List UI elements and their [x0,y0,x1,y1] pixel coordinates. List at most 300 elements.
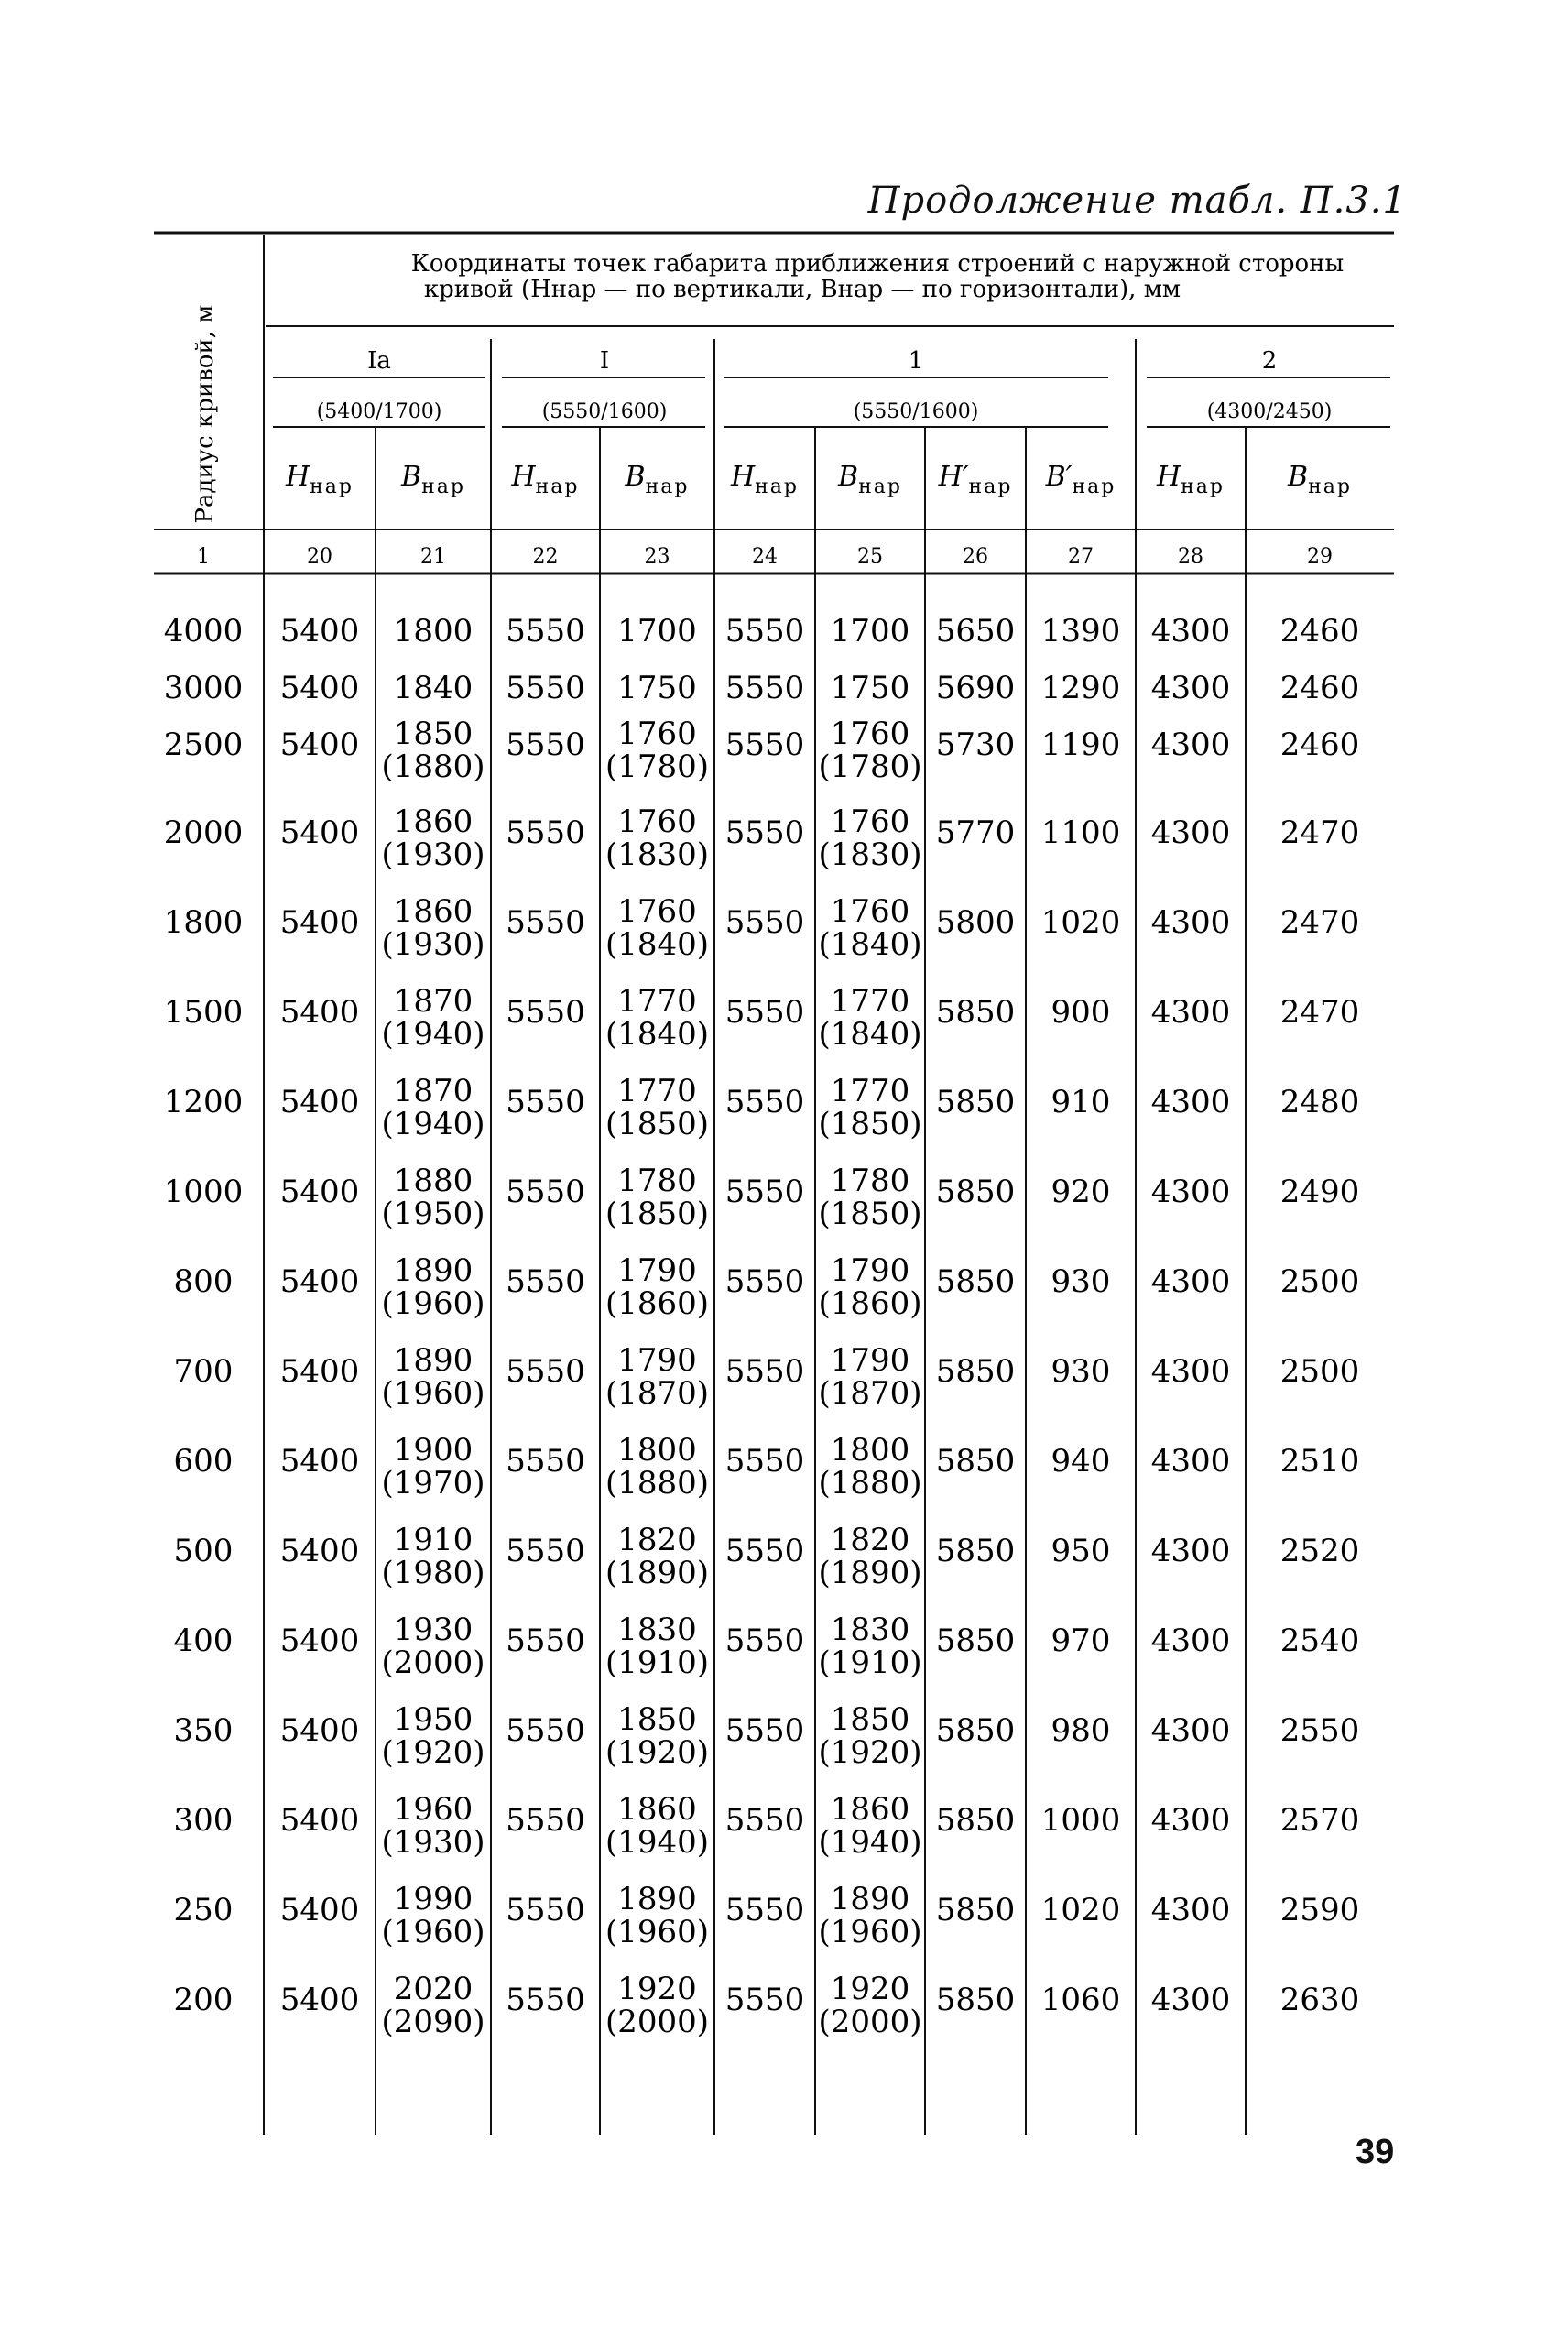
cell-value: 1850 [617,1701,697,1738]
group-label: 1 [908,347,924,375]
cell-value-alt: (1930) [381,926,485,963]
table-cell: 5550 [724,994,805,1031]
cell-value-alt: (1840) [818,1016,922,1053]
table-cell: 1190 [1040,727,1121,763]
cell-value-alt: (1920) [604,1734,710,1771]
table-cell: 5550 [724,1263,805,1300]
table-cell: 1000 [1040,1802,1121,1839]
table-cell-stacked [818,716,921,785]
table-cell: 5550 [506,1533,585,1569]
cell-value: 1860 [617,1791,697,1828]
table-cell: 4000 [163,613,244,650]
table-cell: 800 [173,1263,234,1300]
cell-value-alt: (1880) [381,748,485,785]
column-symbol [837,461,902,498]
table-cell: 970 [1051,1622,1111,1659]
table-cell: 4300 [1150,1982,1231,2018]
column-symbol-letter: B [625,461,646,493]
table-cell-stacked [818,1971,921,2040]
table-cell-stacked [605,716,709,785]
cell-value: 1890 [393,1252,474,1289]
column-number: 21 [420,545,446,568]
cell-value: 1790 [617,1252,697,1289]
table-cell: 5770 [935,814,1016,851]
table-cell: 4300 [1150,1712,1231,1749]
table-cell: 5550 [724,670,805,706]
cell-value-alt: (2000) [818,2004,922,2040]
table-cell: 5400 [279,994,360,1031]
table-cell: 5550 [724,1712,805,1749]
radius-column-label: Радиус кривой, м [191,304,219,524]
column-symbol-letter: B′ [1045,461,1073,493]
column-symbol-letter: H′ [938,461,969,493]
table-cell: 4300 [1150,727,1231,763]
column-number: 1 [197,545,210,568]
group-subtitle: (5550/1600) [853,400,979,423]
column-number: 27 [1068,545,1094,568]
table-cell-stacked [381,1881,485,1950]
column-symbol-subscript: нар [1181,475,1225,498]
cell-value: 1760 [617,893,697,930]
table-cell: 1500 [163,994,244,1031]
column-number: 28 [1178,545,1203,568]
column-symbol-subscript: нар [755,475,800,498]
column-symbol [730,461,799,498]
table-cell: 1700 [830,613,910,650]
group-title-line2: кривой (Hнар — по вертикали, Bнар — по горизонтали), мм [423,276,1181,303]
column-symbol [938,461,1013,498]
table-cell-stacked [381,1701,485,1771]
table-cell: 5400 [279,814,360,851]
column-symbol-subscript: нар [968,475,1013,498]
table-cell-stacked [605,1791,709,1861]
table-cell: 600 [173,1443,234,1480]
table-cell-stacked [381,1163,485,1232]
table-cell: 700 [173,1353,234,1390]
table-cell: 4300 [1150,1263,1231,1300]
cell-value-alt: (1970) [381,1465,485,1502]
table-cell: 4300 [1150,1084,1231,1120]
group-label: Ia [367,347,391,375]
table-cell: 5550 [506,1622,585,1659]
column-symbol-letter: H [730,461,756,493]
table-cell: 5550 [724,613,805,650]
cell-value-alt: (1920) [818,1734,922,1771]
column-symbol [625,461,690,498]
table-cell: 5550 [724,727,805,763]
table-cell: 5550 [506,994,585,1031]
table-row [164,893,1360,963]
table-cell: 4300 [1150,613,1231,650]
table-cell: 5550 [506,670,585,706]
table-cell: 250 [173,1892,234,1928]
table-cell: 5550 [506,1174,585,1210]
cell-value: 1760 [830,803,910,840]
table-cell: 2490 [1279,1174,1360,1210]
table-caption: Продолжение табл. П.3.1 [867,180,1407,222]
table-cell: 5400 [279,1263,360,1300]
table-cell: 2630 [1279,1982,1360,2018]
cell-value-alt: (1960) [381,1375,485,1412]
table-cell-stacked [605,1163,709,1232]
group-label: I [599,347,610,375]
cell-value: 1790 [617,1342,697,1379]
table-cell-stacked [605,1881,709,1950]
table-cell: 1750 [617,670,697,706]
table-cell: 5550 [724,1892,805,1928]
table-cell-stacked [818,803,921,873]
table-cell-stacked [381,716,485,785]
cell-value: 1770 [617,1073,697,1109]
table-cell: 4300 [1150,1622,1231,1659]
column-symbol-letter: H [511,461,536,493]
table-cell: 1100 [1040,814,1121,851]
table-cell: 2520 [1279,1533,1360,1569]
cell-value: 1990 [393,1881,474,1917]
cell-value-alt: (1830) [604,836,710,873]
cell-value-alt: (1830) [818,836,922,873]
table-cell: 2470 [1279,994,1360,1031]
table-cell-stacked [818,1073,921,1142]
table-cell: 4300 [1150,1443,1231,1480]
table-cell: 2460 [1279,670,1360,706]
table-cell: 5550 [724,1533,805,1569]
table-cell: 2000 [163,814,244,851]
cell-value-alt: (2090) [381,2004,485,2040]
cell-value-alt: (1940) [604,1824,710,1861]
cell-value: 1830 [617,1611,697,1648]
cell-value: 1850 [830,1701,910,1738]
cell-value: 1880 [393,1163,474,1199]
table-row [164,613,1360,650]
cell-value: 1760 [617,716,697,752]
table-cell: 1750 [830,670,910,706]
table-cell: 2470 [1279,814,1360,851]
cell-value-alt: (1840) [818,926,922,963]
table-cell: 5550 [724,904,805,941]
table-cell-stacked [818,1791,921,1861]
table-cell: 5400 [279,1443,360,1480]
cell-value: 1770 [830,1073,910,1109]
table-cell: 920 [1051,1174,1111,1210]
table-cell: 950 [1051,1533,1111,1569]
cell-value-alt: (1920) [381,1734,485,1771]
cell-value-alt: (1950) [381,1196,485,1232]
table-row [174,1791,1360,1861]
table-cell: 5550 [506,1712,585,1749]
table-cell: 5690 [935,670,1016,706]
table-cell: 1200 [163,1084,244,1120]
table-cell-stacked [605,803,709,873]
cell-value-alt: (1850) [604,1106,710,1142]
table-cell-stacked [381,803,485,873]
column-symbol [400,461,465,498]
table-cell-stacked [605,1342,709,1412]
table-cell: 5850 [935,1892,1016,1928]
cell-value: 1960 [393,1791,474,1828]
cell-value: 2020 [393,1971,474,2007]
table-cell: 4300 [1150,904,1231,941]
table-cell: 5550 [724,1084,805,1120]
table-row [174,1701,1360,1771]
table-cell-stacked [605,1252,709,1322]
table-cell-stacked [818,1252,921,1322]
cell-value-alt: (1850) [818,1106,922,1142]
table-cell: 5850 [935,1982,1016,2018]
table-cell: 980 [1051,1712,1111,1749]
table-cell: 2500 [1279,1353,1360,1390]
table-cell-stacked [818,893,921,963]
table-row [174,1881,1360,1950]
table-cell: 2480 [1279,1084,1360,1120]
cell-value: 1930 [393,1611,474,1648]
table-cell: 5800 [935,904,1016,941]
table-cell: 930 [1051,1263,1111,1300]
table-row [164,716,1360,785]
table-cell: 5850 [935,994,1016,1031]
table-cell: 5400 [279,613,360,650]
column-symbol-subscript: нар [535,475,580,498]
cell-value-alt: (2000) [381,1644,485,1681]
table-cell: 5850 [935,1533,1016,1569]
cell-value-alt: (1940) [381,1106,485,1142]
table-cell: 2460 [1279,613,1360,650]
cell-value-alt: (1890) [604,1555,710,1591]
table-cell: 940 [1051,1443,1111,1480]
column-number: 25 [857,545,883,568]
table-cell: 2510 [1279,1443,1360,1480]
column-symbol [1287,461,1352,498]
table-cell: 5400 [279,670,360,706]
cell-value: 1860 [393,803,474,840]
table-row [164,670,1360,706]
page-number: 39 [1356,2133,1395,2171]
cell-value-alt: (1930) [381,836,485,873]
column-symbol [1156,461,1225,498]
column-symbol-letter: B [838,461,859,493]
group-subtitle: (5400/1700) [316,400,442,423]
column-symbol-letter: B [401,461,422,493]
table-cell: 5400 [279,1084,360,1120]
table-cell: 4300 [1150,814,1231,851]
cell-value-alt: (1910) [818,1644,922,1681]
table-cell: 1800 [393,613,474,650]
cell-value: 1920 [617,1971,697,2007]
cell-value-alt: (1890) [818,1555,922,1591]
table-cell: 1290 [1040,670,1121,706]
table-cell-stacked [381,1252,485,1322]
table-cell: 5550 [506,1263,585,1300]
table-cell: 5550 [724,1622,805,1659]
table-row [174,1432,1360,1502]
cell-value-alt: (1910) [604,1644,710,1681]
cell-value-alt: (1860) [818,1285,922,1322]
cell-value-alt: (1960) [381,1285,485,1322]
cell-value: 1790 [830,1252,910,1289]
table-cell: 5400 [279,1622,360,1659]
table-cell: 1800 [163,904,244,941]
table-cell: 5850 [935,1174,1016,1210]
table-cell: 5850 [935,1263,1016,1300]
table-row [174,1522,1360,1591]
cell-value: 1800 [830,1432,910,1469]
table-cell: 5400 [279,1533,360,1569]
table-cell: 1020 [1040,1892,1121,1928]
table-cell: 1060 [1040,1982,1121,2018]
group-subtitle: (4300/2450) [1206,400,1333,423]
table-cell: 5850 [935,1353,1016,1390]
table-cell: 350 [173,1712,234,1749]
column-symbol-subscript: нар [310,475,354,498]
cell-value-alt: (1780) [604,748,710,785]
cell-value-alt: (2000) [604,2004,710,2040]
table-cell: 5400 [279,727,360,763]
cell-value: 1910 [393,1522,474,1558]
table-cell: 1020 [1040,904,1121,941]
table-cell-stacked [818,1342,921,1412]
cell-value-alt: (1880) [604,1465,710,1502]
table-cell: 5850 [935,1622,1016,1659]
table-cell-stacked [818,1701,921,1771]
table-cell: 5550 [506,1443,585,1480]
table-cell: 5550 [506,727,585,763]
column-symbol [1045,461,1116,498]
column-symbol [510,461,579,498]
table-cell: 5550 [506,1084,585,1120]
cell-value: 1900 [393,1432,474,1469]
table-cell: 1000 [163,1174,244,1210]
column-symbol-subscript: нар [645,475,690,498]
table-row [174,1971,1360,2040]
table-cell: 2470 [1279,904,1360,941]
table-row [164,1073,1360,1142]
table-cell: 5550 [724,1802,805,1839]
table-cell: 5550 [724,1174,805,1210]
table-cell: 2550 [1279,1712,1360,1749]
column-number: 22 [532,545,559,568]
cell-value: 1870 [393,983,474,1020]
table-row [174,1342,1360,1412]
table-cell: 5400 [279,1802,360,1839]
table-cell: 2460 [1279,727,1360,763]
table-cell: 5550 [724,1982,805,2018]
table-cell: 1840 [393,670,474,706]
group-subtitle: (5550/1600) [541,400,668,423]
table-cell: 910 [1051,1084,1111,1120]
table-cell: 4300 [1150,670,1231,706]
cell-value: 1830 [830,1611,910,1648]
cell-value: 1950 [393,1701,474,1738]
table-cell: 5650 [935,613,1016,650]
table-cell-stacked [818,1163,921,1232]
cell-value-alt: (1840) [604,926,710,963]
table-cell-stacked [605,1611,709,1681]
table-cell: 2590 [1279,1892,1360,1928]
table-cell-stacked [381,1611,485,1681]
table-cell: 3000 [163,670,244,706]
table-cell: 930 [1051,1353,1111,1390]
table-cell: 5400 [279,904,360,941]
table-cell-stacked [381,1073,485,1142]
table-cell-stacked [381,893,485,963]
table-cell: 5550 [506,1982,585,2018]
table-cell: 5400 [279,1353,360,1390]
cell-value-alt: (1940) [818,1824,922,1861]
table-cell: 4300 [1150,1533,1231,1569]
table-cell: 2500 [1279,1263,1360,1300]
cell-value-alt: (1860) [604,1285,710,1322]
table-cell: 5850 [935,1802,1016,1839]
table-cell-stacked [818,1432,921,1502]
table-cell: 5550 [724,814,805,851]
table-cell-stacked [381,1522,485,1591]
table-cell: 5850 [935,1712,1016,1749]
table-cell: 1700 [617,613,697,650]
column-symbol-subscript: нар [858,475,902,498]
cell-value: 1760 [617,803,697,840]
table-cell: 5550 [506,1892,585,1928]
cell-value: 1890 [393,1342,474,1379]
cell-value: 1770 [830,983,910,1020]
table-cell-stacked [605,983,709,1053]
column-number: 24 [752,545,778,568]
cell-value: 1760 [830,716,910,752]
cell-value-alt: (1960) [818,1914,922,1950]
group-label: 2 [1261,347,1278,375]
group-title-line1: Координаты точек габарита приближения строений с наружной стороны [410,250,1345,278]
cell-value: 1870 [393,1073,474,1109]
cell-value: 1860 [393,893,474,930]
column-symbol-letter: H [1156,461,1181,493]
cell-value: 1890 [830,1881,910,1917]
cell-value-alt: (1960) [381,1914,485,1950]
table-cell-stacked [818,1881,921,1950]
cell-value-alt: (1780) [818,748,922,785]
table-cell: 5550 [724,1443,805,1480]
cell-value-alt: (1870) [818,1375,922,1412]
table-cell: 5550 [506,1802,585,1839]
table-cell-stacked [818,1611,921,1681]
column-symbol-subscript: нар [1072,475,1116,498]
table-cell: 5730 [935,727,1016,763]
table-cell: 300 [173,1802,234,1839]
table-cell: 2540 [1279,1622,1360,1659]
column-number: 23 [644,545,670,568]
cell-value-alt: (1930) [381,1824,485,1861]
table-cell: 5400 [279,1982,360,2018]
table-row [174,1611,1360,1681]
table-cell: 400 [173,1622,234,1659]
column-symbol-letter: H [285,461,310,493]
cell-value: 1820 [830,1522,910,1558]
table-cell-stacked [381,1342,485,1412]
table-cell: 5400 [279,1892,360,1928]
table-cell-stacked [381,1791,485,1861]
table-cell-stacked [605,1522,709,1591]
table-cell-stacked [605,1073,709,1142]
table-cell: 4300 [1150,994,1231,1031]
table-cell-stacked [818,983,921,1053]
cell-value: 1920 [830,1971,910,2007]
cell-value-alt: (1850) [818,1196,922,1232]
table-cell: 5850 [935,1084,1016,1120]
column-numbers [197,545,1333,568]
cell-value: 1760 [830,893,910,930]
column-number: 20 [307,545,332,568]
cell-value-alt: (1840) [604,1016,710,1053]
table-row [164,803,1360,873]
table-cell-stacked [605,893,709,963]
